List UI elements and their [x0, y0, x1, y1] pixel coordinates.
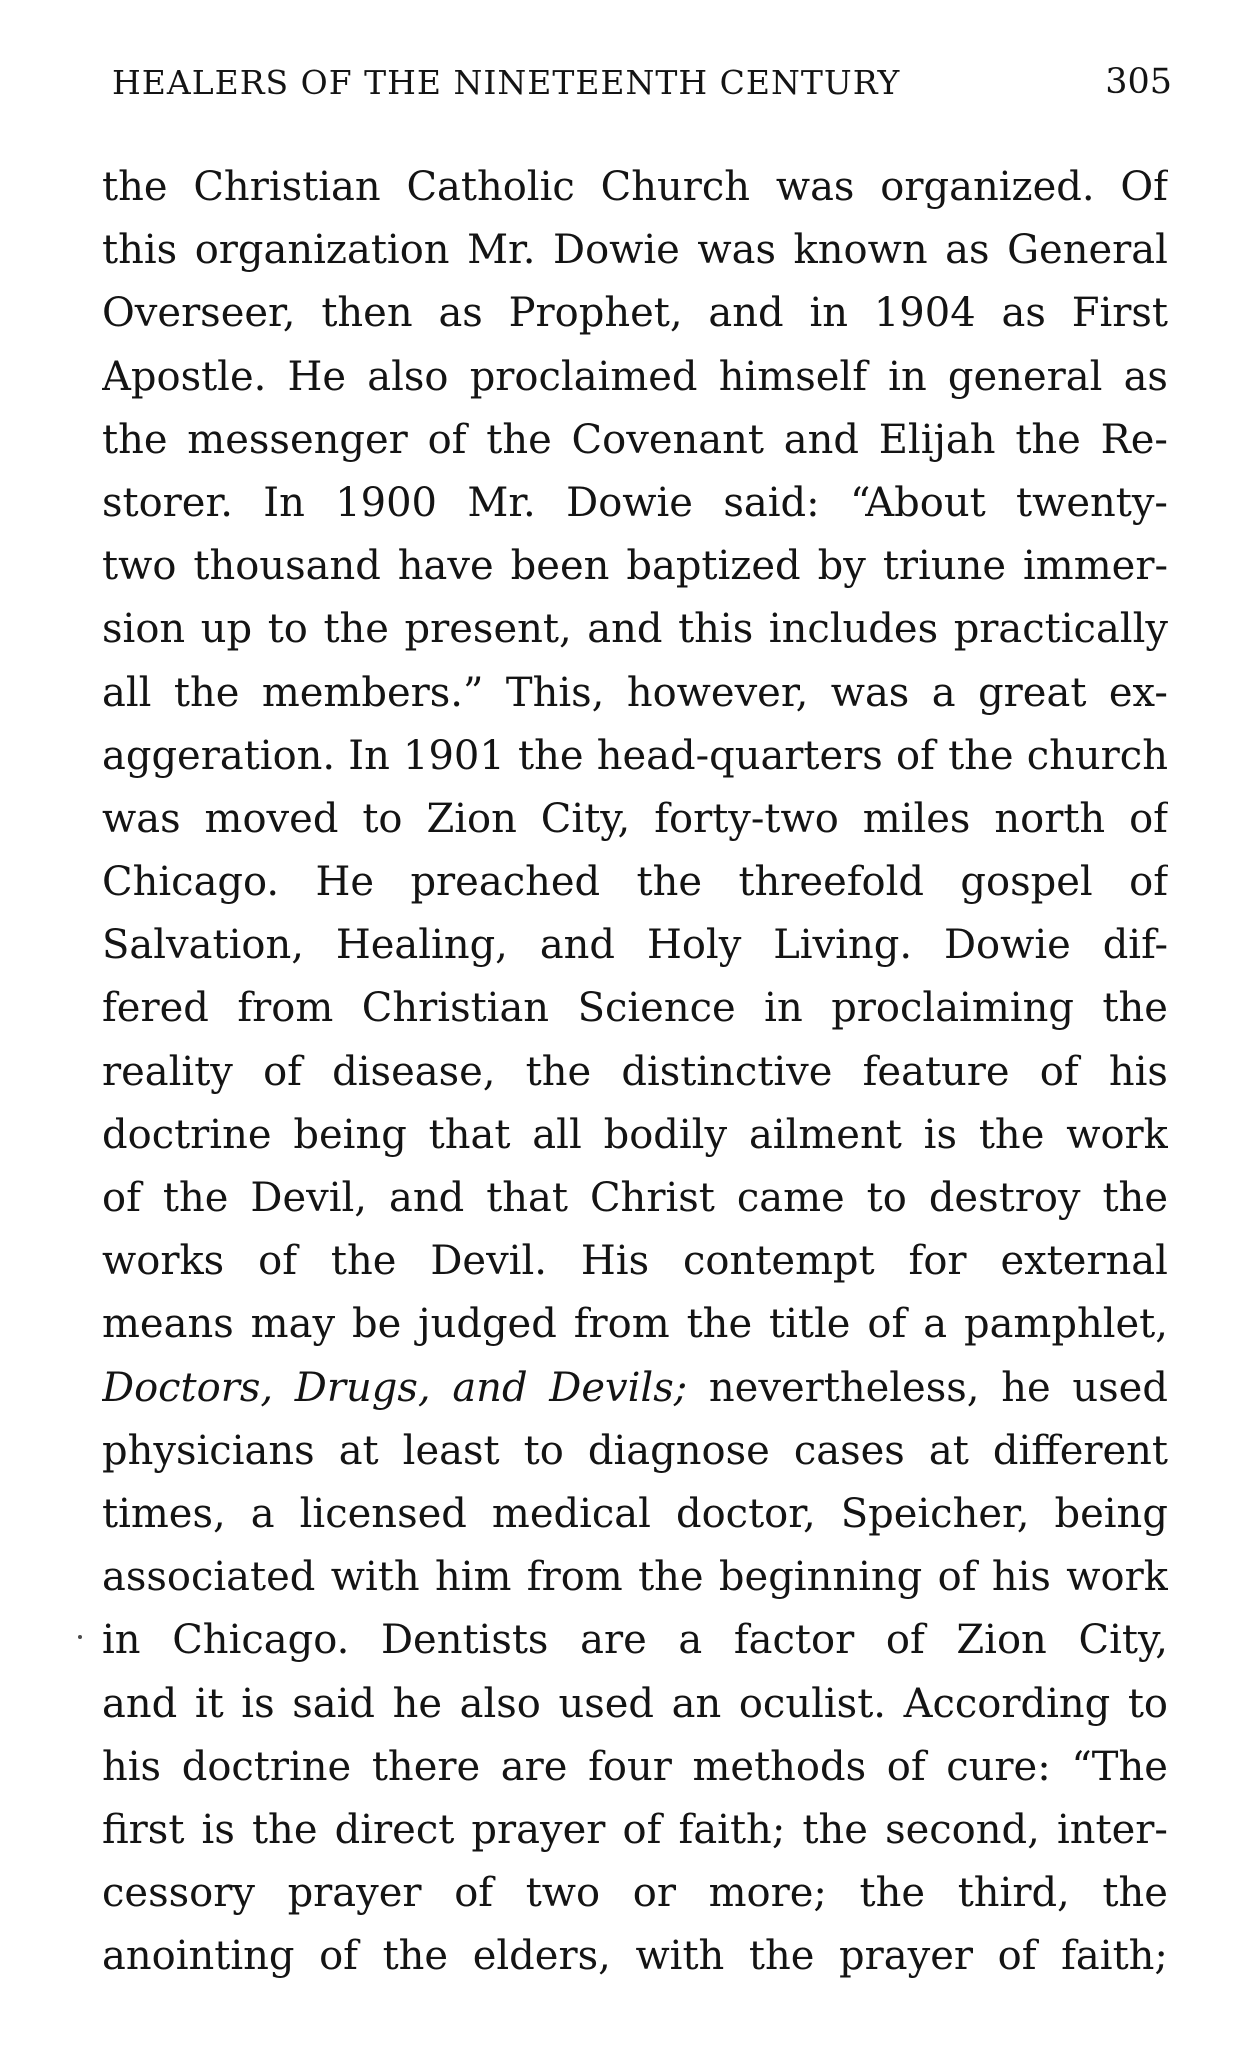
- word: known: [793, 227, 928, 274]
- text-line: [102, 1104, 1168, 1167]
- word: his: [1108, 1048, 1168, 1095]
- word: this: [678, 606, 754, 653]
- word: Healing,: [335, 922, 508, 969]
- word: methods: [692, 1743, 867, 1790]
- word: Catholic: [406, 164, 575, 210]
- word: external: [1000, 1238, 1168, 1285]
- word: physicians: [102, 1427, 315, 1474]
- word: Salvation,: [102, 922, 304, 969]
- word: also: [367, 353, 449, 400]
- word: is: [923, 1111, 957, 1158]
- word: bodily: [603, 1111, 728, 1158]
- word: in: [102, 1617, 141, 1664]
- word: he: [1001, 1364, 1051, 1411]
- word: of: [319, 1933, 358, 1980]
- italic-word: and: [452, 1364, 528, 1411]
- word: two: [525, 1870, 601, 1917]
- word: proclaimed: [469, 353, 698, 400]
- word: cessory: [102, 1870, 255, 1917]
- word: fered: [102, 985, 209, 1032]
- word: an: [671, 1680, 722, 1727]
- word: of: [263, 1048, 302, 1095]
- text-line: [102, 1799, 1168, 1862]
- word: Elijah: [878, 416, 996, 463]
- word: also: [459, 1680, 541, 1727]
- word: church: [1026, 732, 1168, 779]
- word: of: [997, 1933, 1037, 1980]
- word: pamphlet,: [963, 1301, 1168, 1348]
- word: it: [194, 1680, 224, 1727]
- word: baptized: [626, 543, 801, 590]
- word: messenger: [187, 416, 408, 463]
- word: Christian: [193, 164, 381, 210]
- word: feature: [862, 1048, 1010, 1095]
- page-number: 305: [1105, 62, 1172, 102]
- word: four: [588, 1743, 672, 1790]
- text-line: [102, 1041, 1168, 1104]
- word: from: [573, 1301, 670, 1348]
- word: the: [173, 669, 240, 716]
- word: to: [362, 795, 403, 842]
- ink-speck: [78, 1635, 82, 1639]
- word: elders,: [472, 1933, 611, 1980]
- word: two: [102, 543, 177, 590]
- word: means: [102, 1301, 234, 1348]
- word: in: [809, 290, 849, 337]
- word: and: [539, 922, 616, 969]
- text-line: [102, 1673, 1168, 1736]
- word: a: [923, 1301, 948, 1348]
- word: Dowie: [943, 922, 1071, 969]
- word: then: [321, 290, 413, 337]
- word: the: [1102, 1870, 1168, 1917]
- word: of: [896, 732, 935, 779]
- word: faith;: [678, 1806, 786, 1853]
- text-line: [102, 598, 1168, 661]
- text-line: [102, 1609, 1168, 1672]
- word: distinctive: [621, 1048, 833, 1095]
- word: First: [1071, 290, 1168, 337]
- word: disease,: [332, 1048, 496, 1095]
- word: least: [402, 1427, 500, 1474]
- word: in: [888, 353, 927, 400]
- text-line: [102, 725, 1168, 788]
- word: the: [518, 732, 584, 779]
- text-line: [102, 662, 1168, 725]
- word: and: [587, 606, 663, 653]
- word: City,: [540, 795, 631, 842]
- text-line: [102, 1420, 1168, 1483]
- word: organized.: [880, 164, 1095, 210]
- text-line: [102, 977, 1168, 1040]
- word: first: [102, 1806, 185, 1853]
- word: prayer: [287, 1870, 422, 1917]
- word: a: [678, 1617, 703, 1664]
- word: him: [434, 1554, 512, 1601]
- word: of: [867, 1301, 907, 1348]
- word: aggeration.: [102, 732, 336, 779]
- word: triune: [882, 543, 1007, 590]
- text-line: [102, 472, 1168, 535]
- word: His: [580, 1238, 650, 1285]
- word: cases: [793, 1427, 905, 1474]
- word: Prophet,: [508, 290, 683, 337]
- word: In: [348, 732, 390, 779]
- word: by: [817, 543, 866, 590]
- word: from: [237, 985, 334, 1032]
- word: cure:: [946, 1743, 1051, 1790]
- word: of: [622, 1806, 662, 1853]
- word: work: [1066, 1554, 1168, 1601]
- text-line: [102, 1925, 1168, 1988]
- word: doctrine: [102, 1111, 272, 1158]
- word: of: [1039, 1048, 1079, 1095]
- word: Holy: [646, 922, 742, 969]
- word: in: [764, 985, 803, 1032]
- word: be: [351, 1301, 402, 1348]
- word: Zion: [956, 1617, 1047, 1664]
- word: Mr.: [467, 479, 536, 526]
- word: the: [978, 1111, 1045, 1158]
- word: to: [1127, 1680, 1168, 1727]
- word: third,: [957, 1870, 1070, 1917]
- word: Speicher,: [840, 1490, 1030, 1537]
- word: great: [978, 669, 1087, 716]
- word: from: [526, 1554, 623, 1601]
- word: the: [1102, 1175, 1168, 1221]
- italic-word: Doctors,: [102, 1364, 274, 1411]
- word: for: [908, 1238, 967, 1285]
- word: immer-: [1023, 543, 1168, 590]
- word: members.”: [261, 669, 484, 716]
- word: dif-: [1102, 922, 1168, 969]
- word: doctrine: [181, 1743, 352, 1790]
- word: nevertheless,: [708, 1364, 980, 1411]
- word: a: [250, 1490, 275, 1537]
- word: came: [736, 1175, 845, 1221]
- word: the: [636, 859, 703, 906]
- word: of: [886, 1743, 926, 1790]
- word: City,: [1078, 1617, 1168, 1664]
- word: sion: [102, 606, 186, 653]
- text-line: [102, 1546, 1168, 1609]
- word: Zion: [426, 795, 517, 842]
- text-line: [102, 156, 1168, 219]
- word: as: [1001, 290, 1046, 337]
- text-line: [102, 1483, 1168, 1546]
- word: Mr.: [467, 227, 536, 274]
- word: used: [1072, 1364, 1168, 1411]
- word: this: [102, 227, 178, 274]
- word: at: [338, 1427, 379, 1474]
- word: different: [992, 1427, 1168, 1474]
- word: more;: [708, 1870, 827, 1917]
- word: Of: [1120, 164, 1168, 210]
- word: and: [389, 1175, 465, 1221]
- word: Living.: [773, 922, 913, 969]
- word: have: [397, 543, 494, 590]
- word: with: [330, 1554, 420, 1601]
- word: storer.: [102, 479, 233, 526]
- word: north: [994, 795, 1106, 842]
- word: said: [292, 1680, 375, 1727]
- word: factor: [733, 1617, 855, 1664]
- word: Re-: [1100, 416, 1168, 463]
- word: as: [945, 227, 990, 274]
- word: includes: [768, 606, 939, 653]
- word: the: [525, 1048, 592, 1095]
- word: associated: [102, 1554, 316, 1601]
- word: organization: [194, 227, 450, 274]
- italic-word: Devils;: [549, 1364, 688, 1411]
- word: is: [201, 1806, 235, 1853]
- word: “About: [849, 479, 986, 526]
- word: are: [580, 1617, 647, 1664]
- word: the: [382, 1933, 449, 1980]
- word: the: [102, 416, 168, 463]
- word: Apostle.: [102, 353, 267, 400]
- word: said:: [723, 479, 820, 526]
- word: He: [287, 353, 347, 400]
- word: of: [102, 1175, 141, 1221]
- word: used: [558, 1680, 655, 1727]
- word: Devil,: [250, 1175, 368, 1221]
- word: Dentists: [380, 1617, 549, 1664]
- word: Dowie: [553, 227, 680, 274]
- word: are: [500, 1743, 568, 1790]
- word: second,: [885, 1806, 1040, 1853]
- word: title: [769, 1301, 851, 1348]
- text-line: [102, 219, 1168, 282]
- word: faith;: [1061, 1933, 1168, 1980]
- word: a: [931, 669, 956, 716]
- word: This,: [505, 669, 605, 716]
- word: Chicago.: [102, 859, 280, 906]
- text-line: [102, 851, 1168, 914]
- text-line: [102, 535, 1168, 598]
- word: or: [632, 1870, 676, 1917]
- word: ailment: [748, 1111, 902, 1158]
- word: destroy: [928, 1175, 1081, 1221]
- word: at: [928, 1427, 969, 1474]
- word: judged: [418, 1301, 557, 1348]
- body-text: [102, 156, 1168, 1988]
- word: head-quarters: [596, 732, 883, 779]
- word: the: [162, 1175, 229, 1221]
- word: of: [885, 1617, 925, 1664]
- word: work: [1066, 1111, 1168, 1158]
- word: doctor,: [675, 1490, 816, 1537]
- word: of: [427, 416, 467, 463]
- word: he: [392, 1680, 443, 1727]
- word: of: [258, 1238, 298, 1285]
- word: of: [1129, 795, 1168, 842]
- word: forty-two: [654, 795, 839, 842]
- word: twenty-: [1016, 479, 1168, 526]
- word: Science: [577, 985, 736, 1032]
- text-line: [102, 1293, 1168, 1356]
- word: the: [1102, 985, 1168, 1032]
- word: Covenant: [571, 416, 764, 463]
- word: the: [802, 1806, 868, 1853]
- word: 1901: [403, 732, 505, 779]
- word: to: [267, 606, 308, 653]
- word: ex-: [1108, 669, 1168, 716]
- word: the: [102, 164, 168, 210]
- word: reality: [102, 1048, 233, 1095]
- word: of: [937, 1554, 977, 1601]
- word: the: [1015, 416, 1081, 463]
- text-line: [102, 282, 1168, 345]
- word: direct: [334, 1806, 455, 1853]
- word: that: [486, 1175, 568, 1221]
- word: as: [438, 290, 483, 337]
- word: the: [748, 1933, 815, 1980]
- word: medical: [491, 1490, 651, 1537]
- text-line: [102, 346, 1168, 409]
- word: present,: [404, 606, 572, 653]
- text-line: [102, 409, 1168, 472]
- word: times,: [102, 1490, 226, 1537]
- word: practically: [953, 606, 1168, 653]
- text-line: [102, 1167, 1168, 1230]
- word: threefold: [738, 859, 925, 906]
- word: Devil.: [430, 1238, 547, 1285]
- word: contempt: [683, 1238, 875, 1285]
- word: to: [866, 1175, 907, 1221]
- word: being: [293, 1111, 407, 1158]
- word: diagnose: [587, 1427, 770, 1474]
- word: himself: [718, 353, 867, 400]
- word: was: [775, 164, 855, 210]
- word: gospel: [960, 859, 1093, 906]
- word: that: [428, 1111, 511, 1158]
- word: with: [635, 1933, 725, 1980]
- word: was: [697, 227, 777, 274]
- word: inter-: [1056, 1806, 1168, 1853]
- word: licensed: [299, 1490, 467, 1537]
- word: proclaiming: [831, 985, 1074, 1032]
- word: Christ: [589, 1175, 715, 1221]
- word: his: [102, 1743, 162, 1790]
- word: Christian: [361, 985, 550, 1032]
- word: may: [250, 1301, 336, 1348]
- text-line: [102, 1862, 1168, 1925]
- word: moved: [204, 795, 339, 842]
- running-head: [112, 52, 1172, 112]
- word: and: [783, 416, 859, 463]
- word: up: [200, 606, 253, 653]
- word: the: [251, 1806, 318, 1853]
- text-line: [102, 914, 1168, 977]
- word: the: [859, 1870, 926, 1917]
- word: 1900: [335, 479, 437, 526]
- word: Chicago.: [172, 1617, 350, 1664]
- word: was: [102, 795, 181, 842]
- word: the: [686, 1301, 753, 1348]
- word: oculist.: [738, 1680, 886, 1727]
- word: there: [371, 1743, 481, 1790]
- word: General: [1007, 227, 1168, 274]
- word: the: [486, 416, 552, 463]
- word: preached: [410, 859, 601, 906]
- word: as: [1123, 353, 1168, 400]
- word: and: [102, 1680, 178, 1727]
- word: Overseer,: [102, 290, 296, 337]
- word: the: [638, 1554, 704, 1601]
- word: general: [947, 353, 1103, 400]
- word: anointing: [102, 1933, 295, 1980]
- text-line: [102, 1736, 1168, 1799]
- word: however,: [626, 669, 809, 716]
- word: being: [1054, 1490, 1168, 1537]
- word: thousand: [193, 543, 381, 590]
- word: all: [102, 669, 152, 716]
- word: the: [948, 732, 1014, 779]
- word: the: [323, 606, 389, 653]
- word: prayer: [471, 1806, 606, 1853]
- italic-word: Drugs,: [294, 1364, 431, 1411]
- running-title: HEALERS OF THE NINETEENTH CENTURY: [112, 62, 901, 102]
- word: He: [315, 859, 375, 906]
- word: Dowie: [566, 479, 693, 526]
- word: According: [903, 1680, 1111, 1727]
- word: his: [991, 1554, 1051, 1601]
- word: was: [830, 669, 910, 716]
- word: miles: [862, 795, 971, 842]
- word: prayer: [839, 1933, 974, 1980]
- word: is: [241, 1680, 275, 1727]
- word: “The: [1071, 1743, 1168, 1790]
- word: of: [1129, 859, 1168, 906]
- word: of: [454, 1870, 494, 1917]
- word: beginning: [718, 1554, 923, 1601]
- word: works: [102, 1238, 225, 1285]
- text-line: [102, 788, 1168, 851]
- word: the: [330, 1238, 397, 1285]
- text-line: [102, 1357, 1168, 1420]
- word: to: [523, 1427, 564, 1474]
- word: and: [708, 290, 784, 337]
- word: been: [510, 543, 610, 590]
- word: In: [263, 479, 305, 526]
- text-line: [102, 1230, 1168, 1293]
- word: all: [532, 1111, 582, 1158]
- word: Church: [600, 164, 751, 210]
- word: 1904: [873, 290, 976, 337]
